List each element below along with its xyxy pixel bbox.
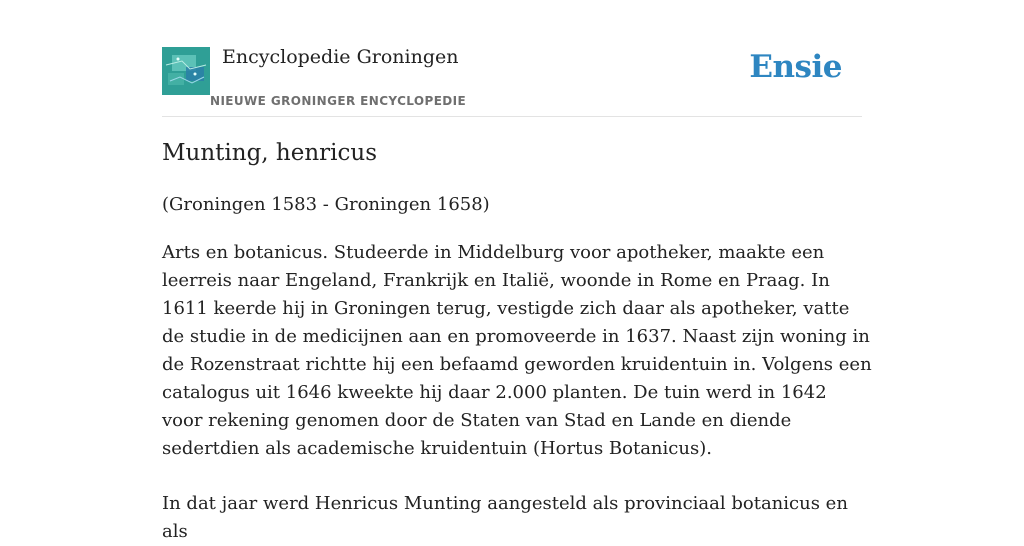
site-header [162, 0, 862, 117]
content-container [162, 0, 872, 542]
map-thumbnail-icon [162, 47, 210, 95]
site-avatar-icon[interactable] [162, 47, 210, 95]
article-title: Munting, henricus [162, 140, 378, 166]
article-lifespan: (Groningen 1583 - Groningen 1658) [162, 194, 490, 215]
article-paragraph: Arts en botanicus. Studeerde in Middelburg voor apotheker, maakte een leerreis naar Engeland, Frankrijk en Italië, woonde in Rome en Praag. In 1611 keerde hij in Groningen terug, vestigde zich daar als apotheker, vatte de studie in de medicijnen aan en promoveerde in 1637. Naast zijn woning in de Rozenstraat richtte hij een befaamd geworden kruidentuin in. Volgens een catalogus uit 1646 kweekte hij daar 2.000 planten. De tuin werd in 1642 voor rekening genomen door de Staten van Stad en Lande en diende sedertdien als academische kruidentuin (Hortus Botanicus). [162, 242, 872, 459]
site-title[interactable]: Encyclopedie Groningen [222, 46, 459, 68]
article-paragraph: In dat jaar werd Henricus Munting aangesteld als provinciaal botanicus en als [162, 493, 848, 542]
brand-logo[interactable]: Ensie [749, 49, 842, 85]
site-subtitle: NIEUWE GRONINGER ENCYCLOPEDIE [210, 94, 467, 108]
